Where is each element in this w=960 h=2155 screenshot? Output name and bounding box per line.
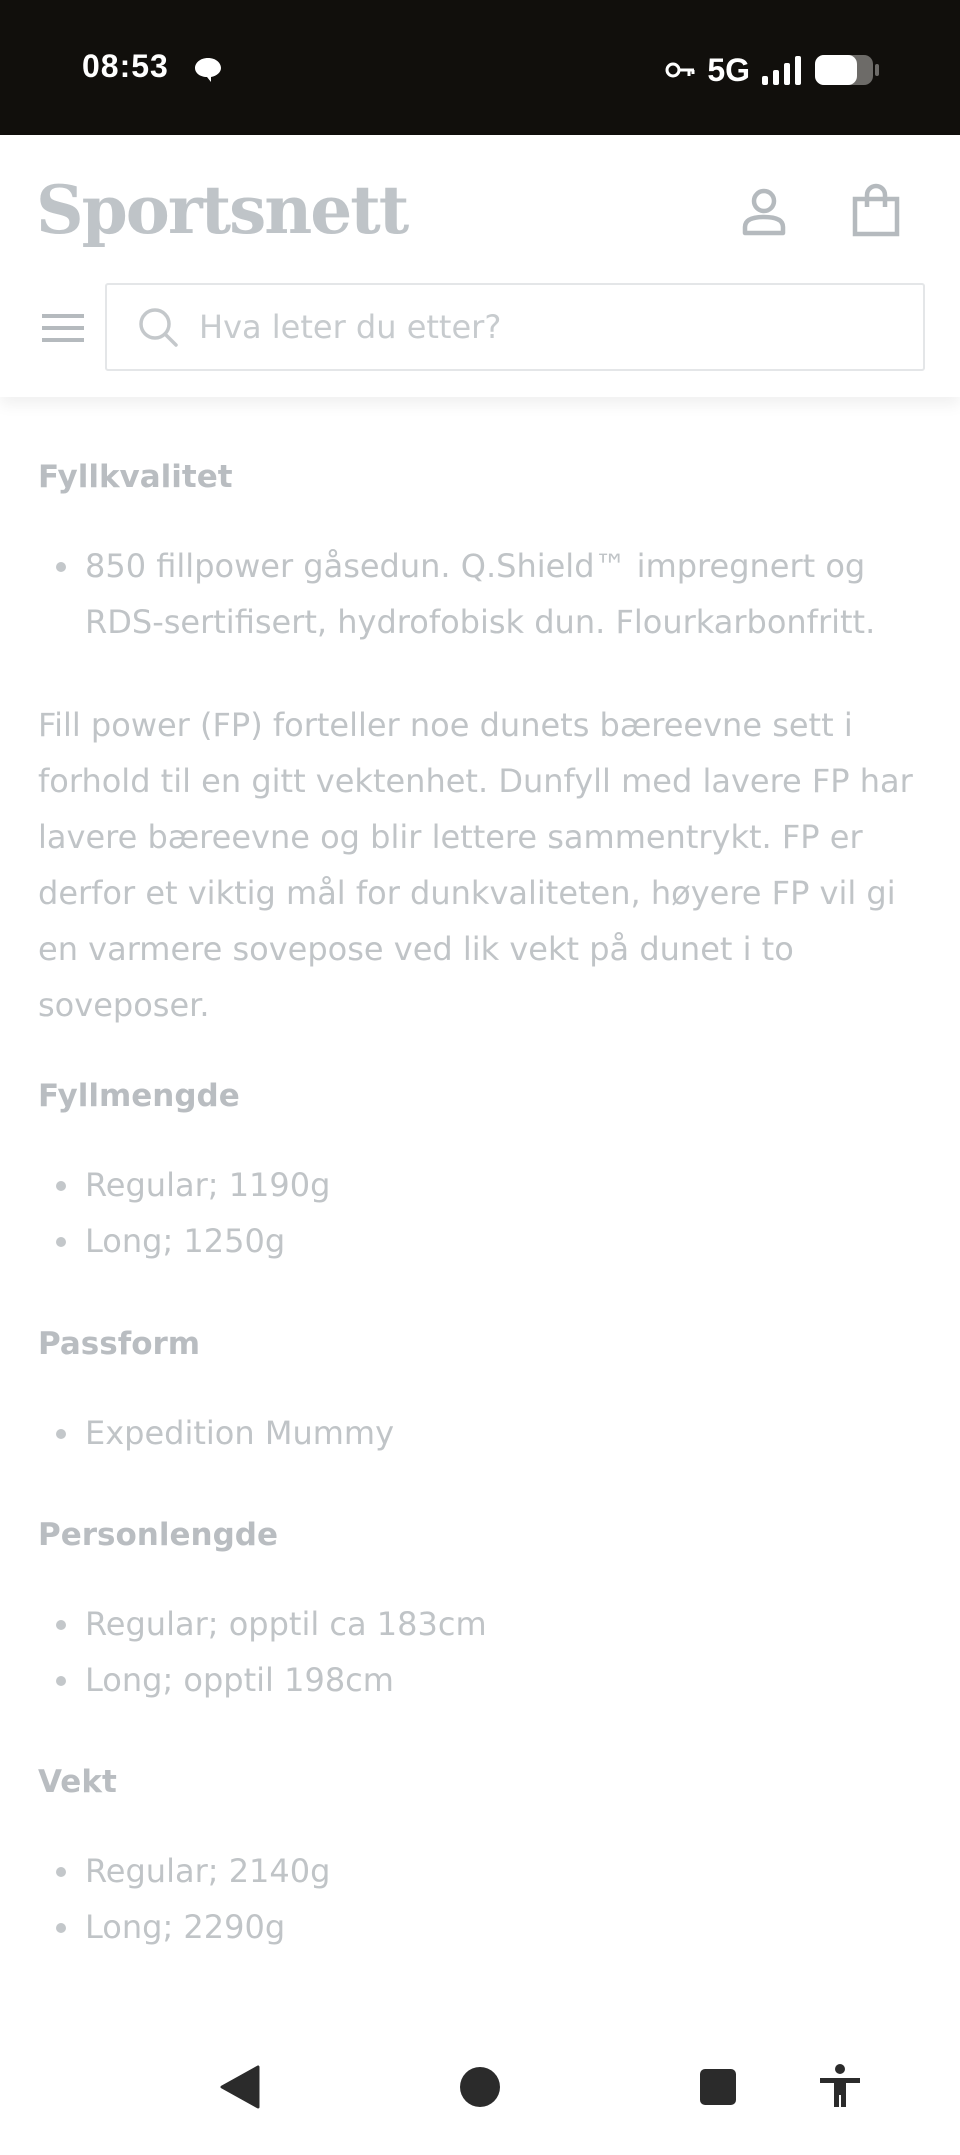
system-nav-bar xyxy=(0,2037,960,2155)
list-item: Expedition Mummy xyxy=(0,1405,920,1461)
cart-icon[interactable] xyxy=(852,183,900,237)
list-item: Long; 1250g xyxy=(0,1213,920,1269)
passform-list xyxy=(0,1405,920,1461)
status-bar xyxy=(0,0,960,135)
search-icon xyxy=(137,306,179,348)
fyllmengde-list xyxy=(0,1157,920,1269)
status-time: 08:53 xyxy=(82,48,169,84)
vekt-list xyxy=(0,1843,920,1955)
recents-icon[interactable] xyxy=(688,2057,748,2117)
accessibility-icon[interactable] xyxy=(810,2057,870,2117)
back-icon[interactable] xyxy=(210,2057,270,2117)
product-description xyxy=(0,397,960,2037)
list-item: Regular; opptil ca 183cm xyxy=(0,1596,920,1652)
search-box[interactable] xyxy=(105,283,925,371)
site-header xyxy=(0,135,960,397)
account-icon[interactable] xyxy=(742,187,786,237)
list-item: Long; opptil 198cm xyxy=(0,1652,920,1708)
section-title-personlengde: Personlengde xyxy=(38,1517,278,1553)
list-item: 850 fillpower gåsedun. Q.Shield™ impregnert og RDS-sertifisert, hydrofobisk dun. Flourkarbonfritt. xyxy=(0,538,920,650)
list-item: Regular; 2140g xyxy=(0,1843,920,1899)
signal-icon xyxy=(760,54,804,86)
section-title-fyllkvalitet: Fyllkvalitet xyxy=(38,459,233,495)
section-title-vekt: Vekt xyxy=(38,1764,117,1800)
home-icon[interactable] xyxy=(450,2057,510,2117)
section-title-passform: Passform xyxy=(38,1326,201,1362)
personlengde-list xyxy=(0,1596,920,1708)
network-type: 5G xyxy=(707,51,750,88)
fyllkvalitet-list xyxy=(0,538,920,650)
status-right-group xyxy=(665,50,880,90)
chat-bubble-icon xyxy=(192,55,224,85)
vpn-key-icon xyxy=(665,59,697,81)
fill-power-paragraph: Fill power (FP) forteller noe dunets bæreevne sett i forhold til en gitt vektenhet. Dunfyll med lavere FP har lavere bæreevne og blir lettere sammentrykt. FP er derfor et viktig mål for dunkvaliteten, høyere FP vil gi en varmere sovepose ved lik vekt på dunet i to soveposer. xyxy=(38,706,913,1024)
site-logo[interactable]: Sportsnett xyxy=(36,171,408,249)
section-title-fyllmengde: Fyllmengde xyxy=(38,1078,240,1114)
list-item: Long; 2290g xyxy=(0,1899,920,1955)
list-item: Regular; 1190g xyxy=(0,1157,920,1213)
search-input[interactable] xyxy=(199,308,899,346)
menu-icon[interactable] xyxy=(42,313,84,343)
battery-icon xyxy=(814,54,880,86)
